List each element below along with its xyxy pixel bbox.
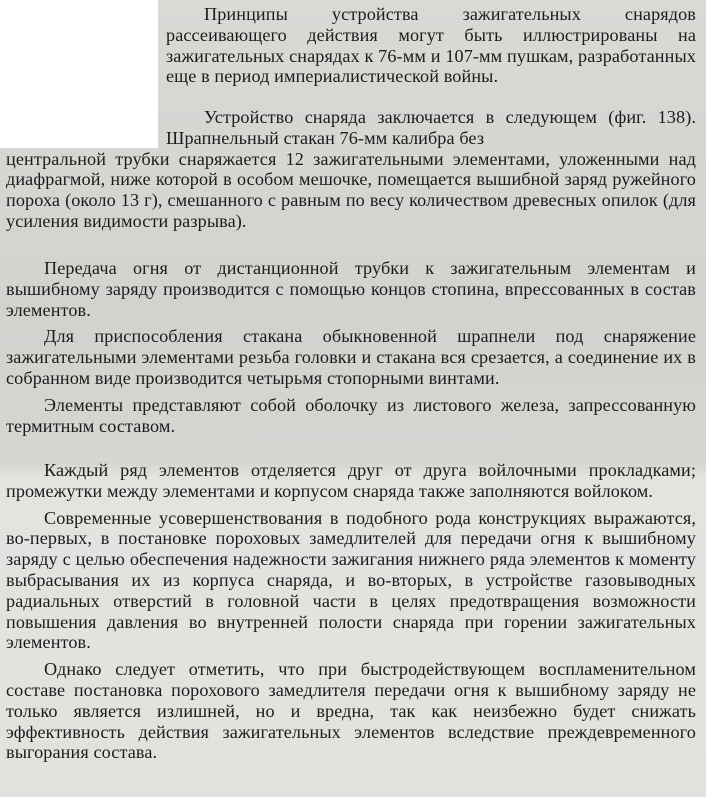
paragraph-felt-spacers: Каждый ряд элементов отделяется друг от друга войлочными прокладками; промежутки между элементами и корпусом снаряда также заполняются войлоком. bbox=[6, 460, 696, 501]
paragraph-elements: Элементы представляют собой оболочку из листового железа, запрессованную термитным составом. bbox=[6, 394, 696, 436]
text-block-details bbox=[6, 258, 696, 442]
paragraph-adaptation: Для приспособления стакана обыкновенной шрапнели под снаряжение зажигательными элементами резьба головки и стакана вся срезается, а соединение их в собранном виде производится четырьмя стопорными винтами. bbox=[6, 326, 696, 388]
paragraph-fire-transfer: Передача огня от дистанционной трубки к зажигательным элементам и вышибному заряду производится с помощью концов стопина, впрессованных в состав элементов. bbox=[6, 258, 696, 320]
paragraph-modern-improvements: Современные усовершенствования в подобного рода конструкциях выражаются, во-первых, в постановке пороховых замедлителей для передачи огня к вышибному заряду с целью обеспечения надежности зажигания нижнего ряда элементов к моменту выбрасывания их из корпуса снаряда, и во-вторых, в устройстве газовыводных радиальных отверстий в головной части в целях предотвращения возможности повышения давления во внутренней полости снаряда при горении зажигательных элементов. bbox=[6, 507, 696, 653]
paragraph-design-start: Устройство снаряда заключается в следующем (фиг. 138). Шрапнельный стакан 76-мм калибра без bbox=[166, 107, 696, 148]
paragraph-conclusion: Однако следует отметить, что при быстродействующем воспламенительном составе постановка порохового замедлителя передачи огня к вышибному заряду не только является излишней, но и вредна, так как неизбежно будет снижать эффективность действия зажигательных элементов вследствие преждевременного выгорания состава. bbox=[6, 659, 696, 763]
text-block-improvements bbox=[6, 460, 696, 769]
text-block-design bbox=[6, 107, 696, 232]
text-block-intro bbox=[166, 4, 696, 87]
paragraph-principles: Принципы устройства зажигательных снарядов рассеивающего действия могут быть иллюстрированы на зажигательных снарядах к 76-мм и 107-мм пушкам, разработанных еще в период империалистической войны. bbox=[166, 4, 696, 87]
paragraph-design-continued: центральной трубки снаряжается 12 зажигательными элементами, уложенными над диафрагмой, ниже которой в особом мешочке, помещается вышибной заряд ружейного пороха (около 13 г), смешанного с равным по весу количеством древесных опилок (для усиления видимости разрыва). bbox=[6, 148, 696, 231]
